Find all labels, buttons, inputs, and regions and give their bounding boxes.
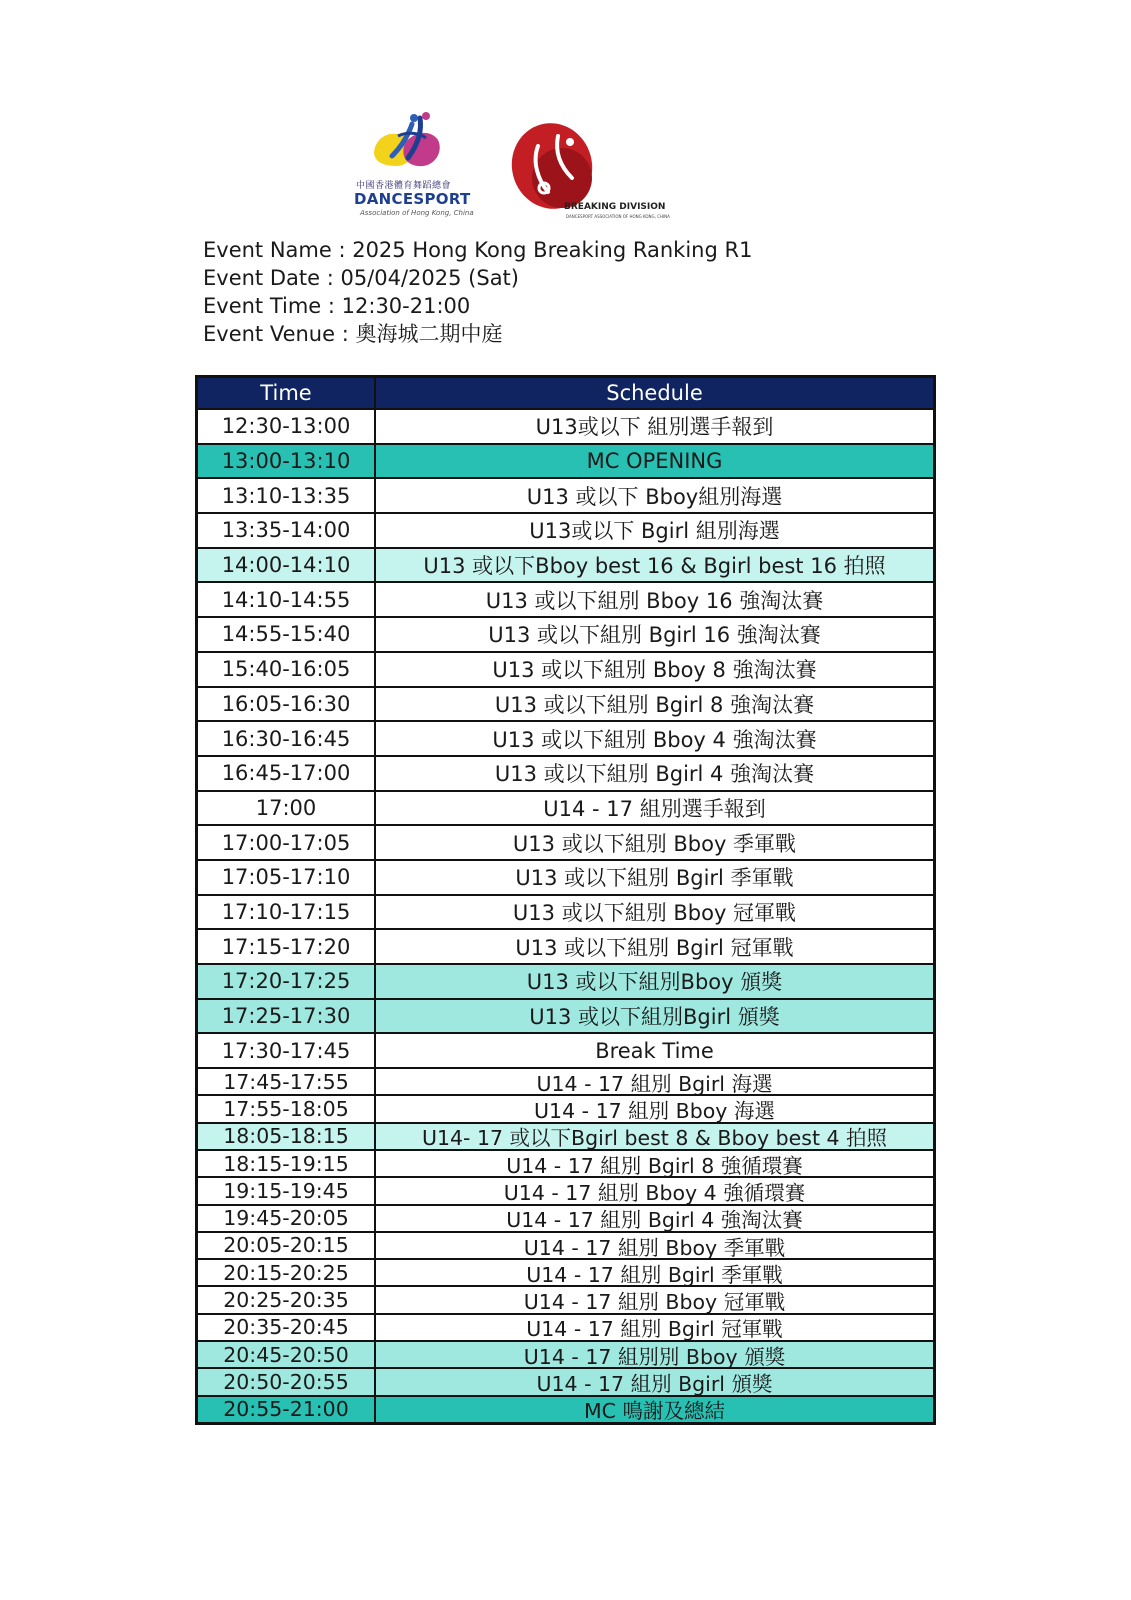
dancesport-chinese-name: 中國香港體育舞蹈總會 (356, 181, 452, 191)
table-row (198, 859, 933, 894)
table-row (198, 1067, 933, 1094)
table-row (198, 1285, 933, 1312)
schedule-cell: U13 或以下組別 Bgirl 冠軍戰 (515, 935, 794, 960)
schedule-cell: U14 - 17 組別 Bboy 海選 (534, 1099, 775, 1122)
time-cell: 20:45-20:50 (198, 1342, 376, 1367)
schedule-cell: U13 或以下組別Bboy 頒獎 (526, 970, 783, 995)
schedule-cell: U14- 17 或以下Bgirl best 8 & Bboy best 4 拍照 (421, 1126, 888, 1149)
schedule-cell: U14 - 17 組別選手報到 (543, 796, 766, 821)
schedule-cell: U13 或以下組別 Bgirl 4 強淘汰賽 (494, 762, 815, 787)
time-cell: 17:05-17:10 (198, 861, 376, 894)
schedule-cell: U13 或以下組別 Bgirl 季軍戰 (515, 866, 794, 891)
time-cell: 12:30-13:00 (198, 410, 376, 443)
time-cell: 16:45-17:00 (198, 757, 376, 790)
time-cell: 14:55-15:40 (198, 618, 376, 651)
schedule-cell: U14 - 17 組別 Bgirl 冠軍戰 (526, 1317, 783, 1341)
dancer-figures-icon (352, 110, 477, 180)
time-cell: 13:35-14:00 (198, 514, 376, 547)
table-row (198, 755, 933, 790)
table-row (198, 651, 933, 686)
time-cell: 17:10-17:15 (198, 896, 376, 929)
event-info (203, 236, 752, 348)
event-time: Event Time : 12:30-21:00 (203, 294, 471, 318)
table-row (198, 512, 933, 547)
time-cell: 20:25-20:35 (198, 1287, 376, 1312)
table-row (198, 1340, 933, 1367)
schedule-cell: U13或以下 組別選手報到 (535, 415, 774, 440)
table-row (198, 581, 933, 616)
time-cell: 15:40-16:05 (198, 653, 376, 686)
schedule-cell: U14 - 17 組別 Bgirl 8 強循環賽 (506, 1153, 803, 1177)
schedule-cell: MC 鳴謝及總結 (583, 1399, 726, 1422)
schedule-cell: U14 - 17 組別 Bboy 季軍戰 (523, 1235, 786, 1259)
schedule-cell: U13 或以下組別 Bgirl 16 強淘汰賽 (488, 623, 821, 648)
event-venue: Event Venue : 奧海城二期中庭 (203, 322, 503, 346)
time-cell: 17:15-17:20 (198, 930, 376, 963)
schedule-cell: U14 - 17 組別 Bboy 4 強循環賽 (503, 1180, 806, 1204)
time-cell: 20:55-21:00 (198, 1397, 376, 1422)
time-cell: 13:10-13:35 (198, 479, 376, 512)
time-cell: 20:15-20:25 (198, 1260, 376, 1285)
table-row (198, 720, 933, 755)
schedule-cell: U14 - 17 組別 Bgirl 4 強淘汰賽 (506, 1208, 803, 1231)
schedule-cell: MC OPENING (586, 449, 723, 474)
schedule-cell: U13 或以下組別 Bboy 冠軍戰 (512, 900, 797, 925)
event-date: Event Date : 05/04/2025 (Sat) (203, 266, 519, 290)
time-cell: 17:00 (198, 792, 376, 825)
table-row (198, 686, 933, 721)
table-row (198, 1149, 933, 1176)
time-cell: 17:45-17:55 (198, 1069, 376, 1094)
table-row (198, 616, 933, 651)
schedule-cell: U14 - 17 組別 Bgirl 海選 (536, 1071, 773, 1095)
table-row (198, 547, 933, 582)
logo-area (352, 110, 670, 230)
time-cell: 13:00-13:10 (198, 445, 376, 478)
schedule-column-header: Schedule (606, 381, 703, 405)
table-row (198, 824, 933, 859)
schedule-cell: U13 或以下 Bboy組別海選 (526, 484, 783, 509)
table-row (198, 894, 933, 929)
time-cell: 17:20-17:25 (198, 965, 376, 998)
table-row (198, 477, 933, 512)
schedule-cell: U13 或以下組別 Bboy 4 強淘汰賽 (492, 727, 817, 752)
dancesport-logo (352, 110, 477, 220)
table-row (198, 1231, 933, 1258)
table-row (198, 1176, 933, 1203)
table-row (198, 443, 933, 478)
table-row (198, 1258, 933, 1285)
time-cell: 18:15-19:15 (198, 1151, 376, 1176)
time-cell: 20:05-20:15 (198, 1233, 376, 1258)
time-cell: 17:00-17:05 (198, 826, 376, 859)
table-row (198, 1032, 933, 1067)
event-name: Event Name : 2025 Hong Kong Breaking Ranking R1 (203, 238, 753, 262)
time-cell: 18:05-18:15 (198, 1124, 376, 1149)
schedule-table (195, 375, 936, 1425)
breaking-division-subtitle: DANCESPORT ASSOCIATION OF HONG KONG, CHINA (566, 214, 670, 219)
time-cell: 20:50-20:55 (198, 1369, 376, 1394)
table-row (198, 1094, 933, 1121)
schedule-cell: U14 - 17 組別 Bgirl 頒獎 (536, 1371, 773, 1395)
schedule-cell: U13 或以下組別 Bgirl 8 強淘汰賽 (494, 692, 815, 717)
time-column-header: Time (198, 378, 376, 408)
time-cell: 17:25-17:30 (198, 1000, 376, 1033)
table-row (198, 790, 933, 825)
schedule-cell: U13 或以下Bboy best 16 & Bgirl best 16 拍照 (423, 554, 886, 579)
dancesport-name: DANCESPORT (354, 190, 471, 208)
schedule-cell: U13 或以下組別Bgirl 頒獎 (529, 1005, 780, 1030)
table-row (198, 998, 933, 1033)
schedule-cell: U14 - 17 組別別 Bboy 頒獎 (523, 1344, 786, 1368)
schedule-cell: U13 或以下組別 Bboy 8 強淘汰賽 (492, 658, 817, 683)
table-row (198, 1122, 933, 1149)
time-cell: 17:30-17:45 (198, 1034, 376, 1067)
time-cell: 19:15-19:45 (198, 1178, 376, 1203)
schedule-cell: U13 或以下組別 Bboy 季軍戰 (512, 831, 797, 856)
table-row (198, 928, 933, 963)
dancesport-subtitle: Association of Hong Kong, China (360, 209, 474, 217)
time-cell: 14:10-14:55 (198, 583, 376, 616)
schedule-cell: U13 或以下組別 Bboy 16 強淘汰賽 (485, 588, 824, 613)
table-body (198, 408, 933, 1422)
time-cell: 16:05-16:30 (198, 688, 376, 721)
table-row (198, 408, 933, 443)
schedule-cell: U13或以下 Bgirl 組別海選 (529, 519, 780, 544)
table-row (198, 963, 933, 998)
breaking-division-logo (504, 122, 670, 222)
table-row (198, 1313, 933, 1340)
table-row (198, 1204, 933, 1231)
table-row (198, 1367, 933, 1394)
time-cell: 16:30-16:45 (198, 722, 376, 755)
time-cell: 17:55-18:05 (198, 1096, 376, 1121)
table-row (198, 1395, 933, 1422)
time-cell: 19:45-20:05 (198, 1206, 376, 1231)
schedule-cell: U14 - 17 組別 Bboy 冠軍戰 (523, 1290, 786, 1313)
breaking-division-name: BREAKING DIVISION (564, 202, 666, 212)
time-cell: 20:35-20:45 (198, 1315, 376, 1340)
table-header (198, 378, 933, 408)
schedule-cell: Break Time (595, 1038, 714, 1063)
schedule-cell: U14 - 17 組別 Bgirl 季軍戰 (526, 1262, 783, 1286)
time-cell: 14:00-14:10 (198, 549, 376, 582)
